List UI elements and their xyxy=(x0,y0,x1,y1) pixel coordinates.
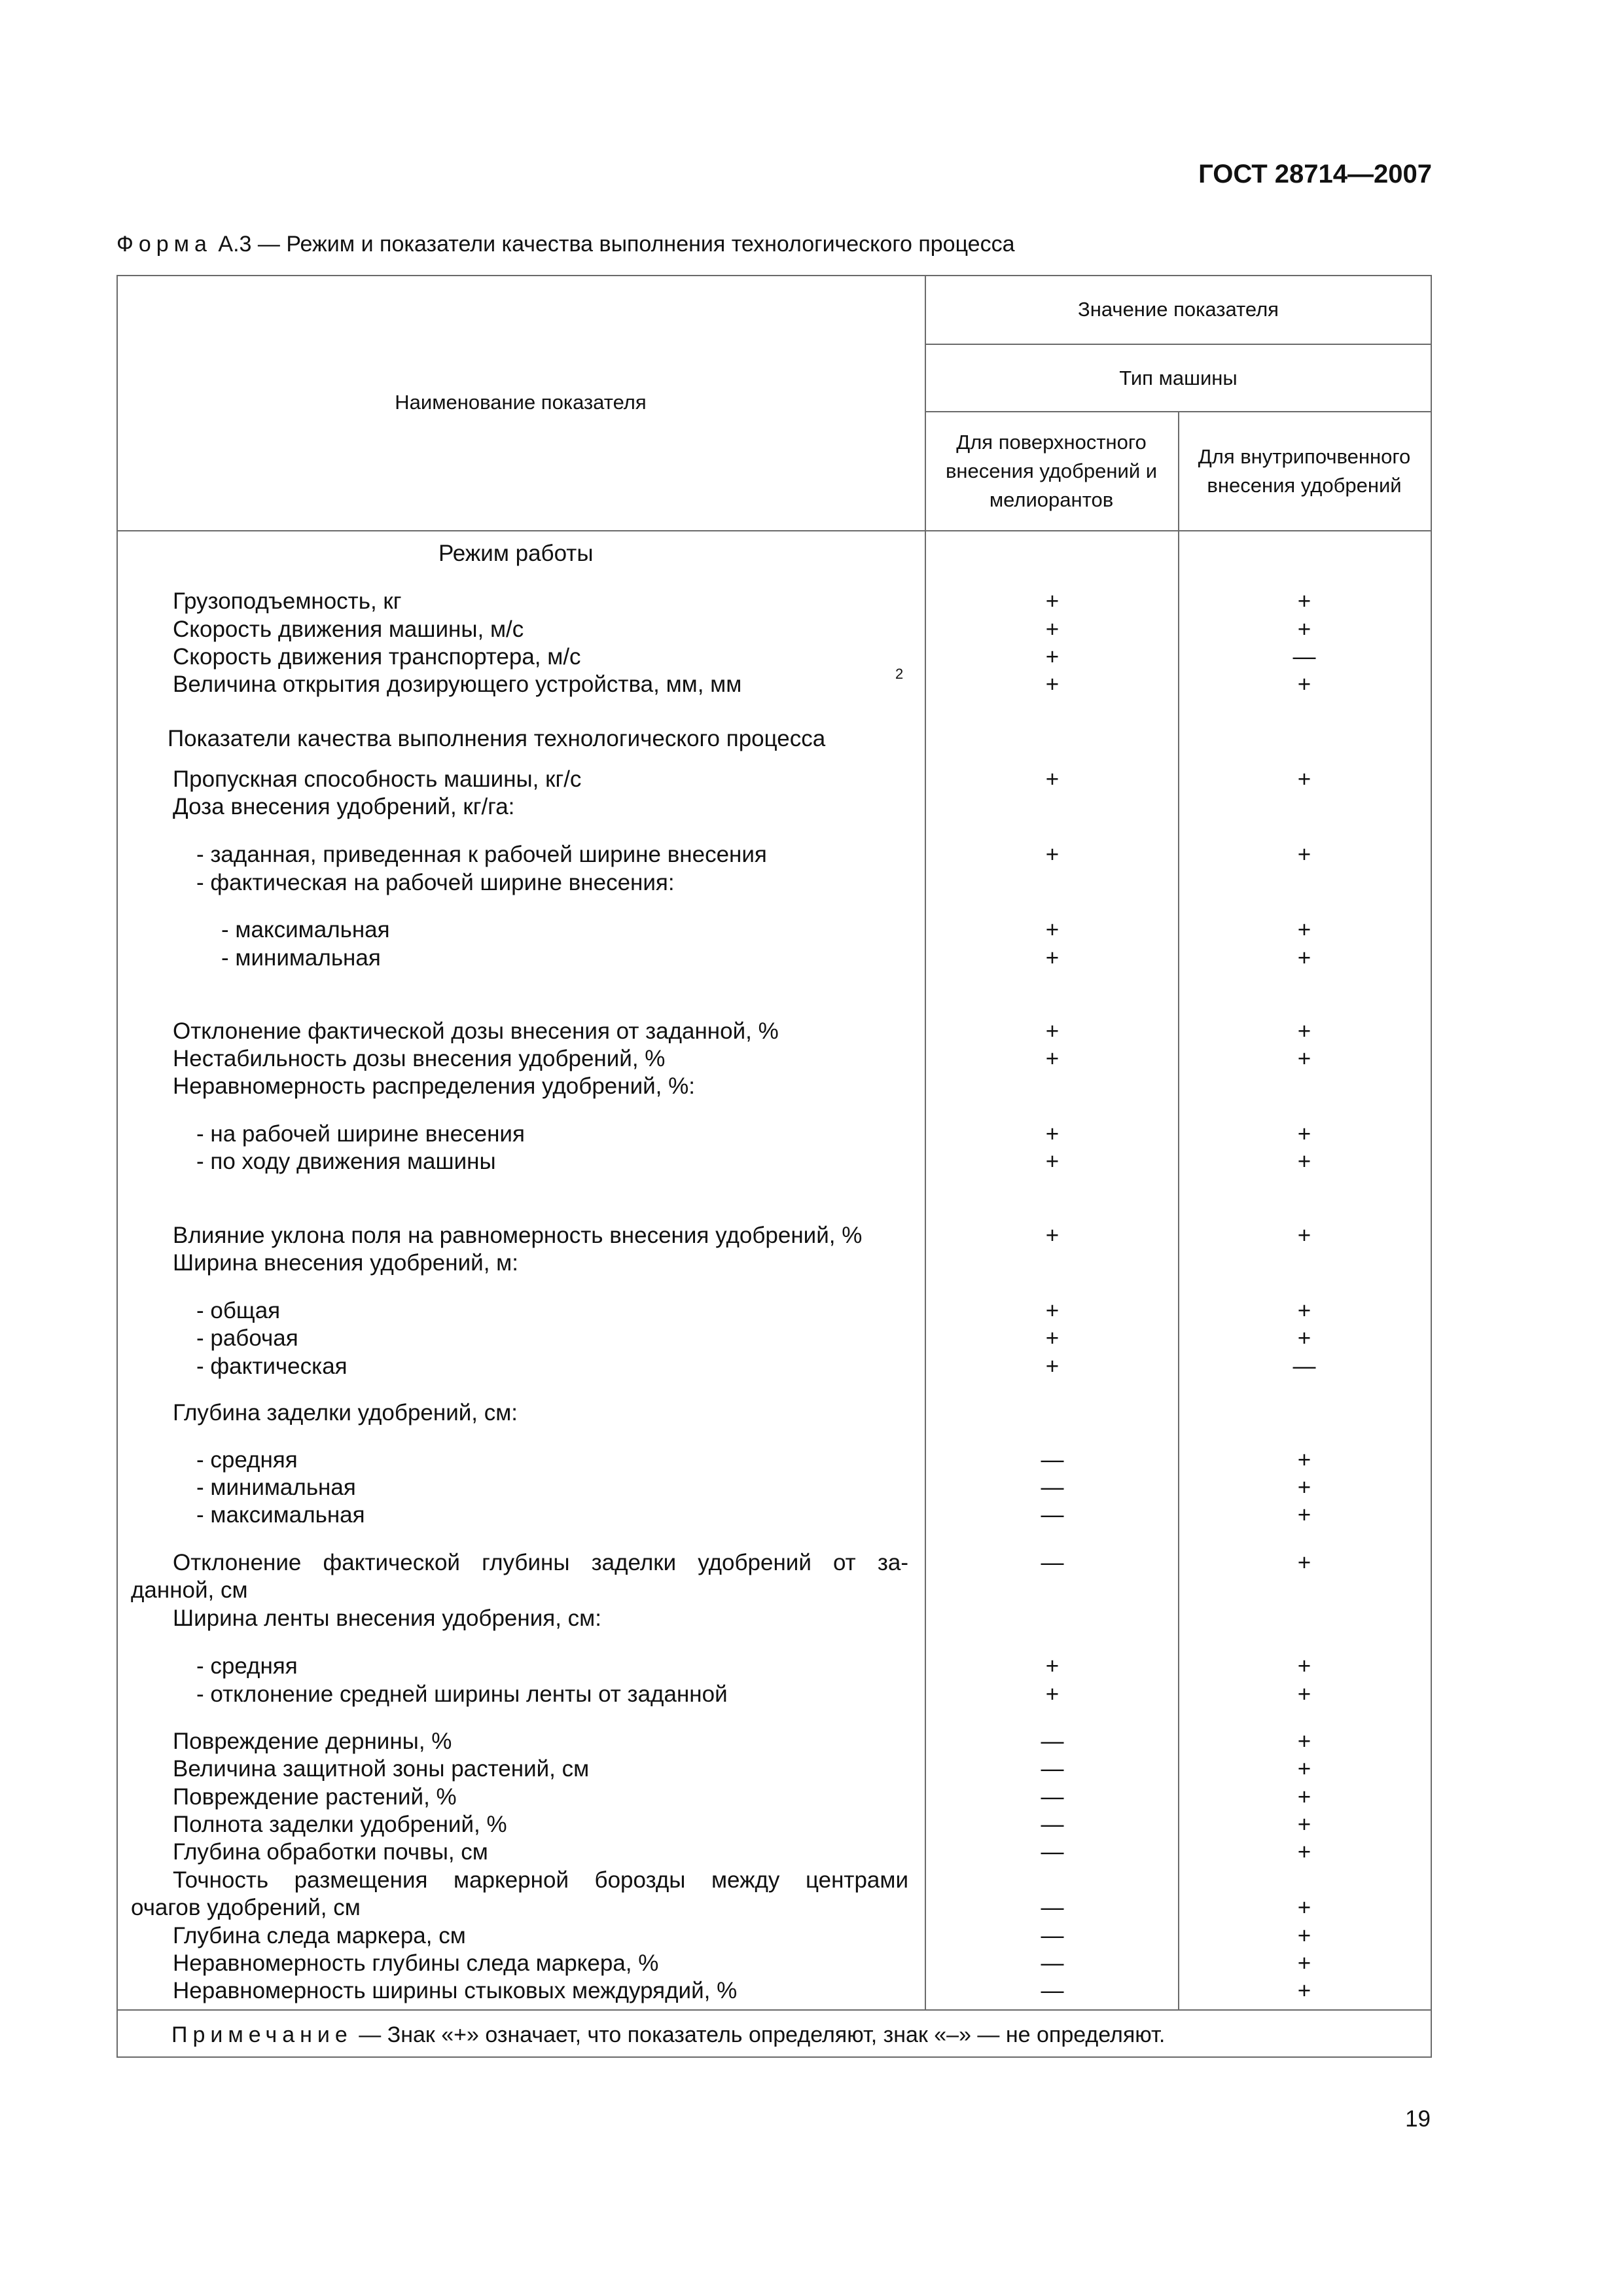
section-heading-mode: Режим работы xyxy=(438,541,594,566)
table-row-label: - средняя xyxy=(196,1447,298,1473)
table-row-label: - минимальная xyxy=(196,1475,356,1500)
table-row-label: - фактическая xyxy=(196,1354,348,1379)
surface-marker: — xyxy=(1041,1756,1064,1782)
subsoil-marker: + xyxy=(1297,917,1311,942)
note-prefix: Примечание xyxy=(171,2022,353,2047)
standard-designation: ГОСТ 28714—2007 xyxy=(1198,160,1432,188)
table-row-label: Повреждение дернины, % xyxy=(173,1729,452,1754)
table-row-label: Величина открытия дозирующего устройства, мм, мм xyxy=(173,672,742,697)
subsoil-marker: + xyxy=(1297,1950,1311,1976)
table-row-label: Скорость движения транспортера, м/с xyxy=(173,644,581,670)
subsoil-marker: + xyxy=(1297,766,1311,792)
surface-marker: + xyxy=(1045,1223,1060,1248)
surface-marker: — xyxy=(1041,1895,1064,1920)
surface-marker: — xyxy=(1041,1550,1064,1575)
surface-marker: + xyxy=(1045,1653,1060,1679)
table-row-label: Отклонение фактической дозы внесения от заданной, % xyxy=(173,1018,779,1044)
table-note xyxy=(171,2021,1165,2049)
table-row-label: Неравномерность распределения удобрений, %: xyxy=(173,1073,695,1099)
superscript: 2 xyxy=(895,666,904,682)
surface-marker: + xyxy=(1045,672,1060,697)
table-row-label: - общая xyxy=(196,1298,281,1323)
surface-marker: + xyxy=(1045,1046,1060,1071)
table-row-label-continuation: очагов удобрений, см xyxy=(131,1895,361,1920)
subsoil-marker: + xyxy=(1297,842,1311,867)
table-row-label: Неравномерность ширины стыковых междурядий, % xyxy=(173,1978,738,2003)
surface-marker: — xyxy=(1041,1812,1064,1837)
subsoil-marker: + xyxy=(1297,1149,1311,1174)
surface-marker: + xyxy=(1045,917,1060,942)
note-text: — Знак «+» означает, что показатель определяют, знак «–» — не определяют. xyxy=(352,2022,1166,2047)
table-row-label: Повреждение растений, % xyxy=(173,1784,457,1810)
subsoil-marker: + xyxy=(1297,1653,1311,1679)
header-type-group: Тип машины xyxy=(1119,366,1238,389)
table-row-label: - заданная, приведенная к рабочей ширине внесения xyxy=(196,842,767,867)
table-row-label-continuation: данной, см xyxy=(131,1577,248,1603)
header-name-column: Наименование показателя xyxy=(395,391,647,414)
surface-marker: — xyxy=(1041,1923,1064,1948)
table-row-label: Неравномерность глубины следа маркера, % xyxy=(173,1950,659,1976)
surface-marker: + xyxy=(1045,842,1060,867)
surface-marker: + xyxy=(1045,644,1060,670)
section-heading-quality: Показатели качества выполнения технологического процесса xyxy=(168,726,826,751)
subsoil-marker: + xyxy=(1297,1018,1311,1044)
table-row-label: Ширина ленты внесения удобрения, см: xyxy=(173,1605,601,1631)
surface-marker: + xyxy=(1045,1121,1060,1147)
surface-marker: + xyxy=(1045,1354,1060,1379)
subsoil-marker: + xyxy=(1297,1812,1311,1837)
table-row-label: - отклонение средней ширины ленты от заданной xyxy=(196,1681,728,1707)
surface-marker: — xyxy=(1041,1729,1064,1754)
table-row-label: - по ходу движения машины xyxy=(196,1149,496,1174)
surface-marker: — xyxy=(1041,1502,1064,1528)
subsoil-marker: + xyxy=(1297,1550,1311,1575)
surface-marker: + xyxy=(1045,588,1060,614)
subsoil-marker: + xyxy=(1297,1978,1311,2003)
table-row-label: Полнота заделки удобрений, % xyxy=(173,1812,507,1837)
subsoil-marker: + xyxy=(1297,1046,1311,1071)
table-row-label: Ширина внесения удобрений, м: xyxy=(173,1250,518,1276)
subsoil-marker: + xyxy=(1297,1895,1311,1920)
table-row-label: Скорость движения машины, м/с xyxy=(173,617,524,642)
subsoil-marker: — xyxy=(1293,1354,1316,1379)
table-row-label: Глубина следа маркера, см xyxy=(173,1923,466,1948)
surface-marker: — xyxy=(1041,1839,1064,1865)
subsoil-marker: + xyxy=(1297,1923,1311,1948)
surface-marker: + xyxy=(1045,766,1060,792)
surface-marker: — xyxy=(1041,1978,1064,2003)
table-row-label: - средняя xyxy=(196,1653,298,1679)
subsoil-marker: + xyxy=(1297,672,1311,697)
surface-marker: + xyxy=(1045,617,1060,642)
header-subsoil-column: Для внутрипочвенного внесения удобрений xyxy=(1198,445,1411,497)
table-row-label: Величина защитной зоны растений, см xyxy=(173,1756,590,1782)
table-row-label: - фактическая на рабочей ширине внесения: xyxy=(196,870,675,895)
subsoil-marker: + xyxy=(1297,588,1311,614)
surface-marker: + xyxy=(1045,1681,1060,1707)
table-row-label: Влияние уклона поля на равномерность внесения удобрений, % xyxy=(173,1223,863,1248)
caption-text: А.3 — Режим и показатели качества выполнения технологического процесса xyxy=(211,232,1015,257)
subsoil-marker: + xyxy=(1297,1729,1311,1754)
subsoil-marker: — xyxy=(1293,644,1316,670)
header-surface-column: Для поверхностного внесения удобрений и мелиорантов xyxy=(945,431,1158,511)
subsoil-marker: + xyxy=(1297,1681,1311,1707)
subsoil-marker: + xyxy=(1297,1223,1311,1248)
subsoil-marker: + xyxy=(1297,617,1311,642)
surface-marker: — xyxy=(1041,1475,1064,1500)
table-row-label: Доза внесения удобрений, кг/га: xyxy=(173,794,515,819)
subsoil-marker: + xyxy=(1297,1475,1311,1500)
table-row-label: Глубина заделки удобрений, см: xyxy=(173,1400,518,1426)
surface-marker: — xyxy=(1041,1950,1064,1976)
table-row-label: - минимальная xyxy=(221,945,381,971)
surface-marker: — xyxy=(1041,1784,1064,1810)
surface-marker: + xyxy=(1045,1149,1060,1174)
table-row-label: Нестабильность дозы внесения удобрений, % xyxy=(173,1046,666,1071)
subsoil-marker: + xyxy=(1297,1839,1311,1865)
table-row-label: - максимальная xyxy=(221,917,390,942)
subsoil-marker: + xyxy=(1297,1756,1311,1782)
subsoil-marker: + xyxy=(1297,1502,1311,1528)
header-value-group: Значение показателя xyxy=(1078,297,1279,321)
subsoil-marker: + xyxy=(1297,1447,1311,1473)
table-row-label: Грузоподъемность, кг xyxy=(173,588,402,614)
table-row-label: - рабочая xyxy=(196,1325,298,1351)
subsoil-marker: + xyxy=(1297,1784,1311,1810)
table-row-label: Пропускная способность машины, кг/с xyxy=(173,766,582,792)
table-row-label: Точность размещения маркерной борозды между центрами xyxy=(173,1867,908,1893)
surface-marker: + xyxy=(1045,1325,1060,1351)
indicator-table xyxy=(116,275,1432,2058)
subsoil-marker: + xyxy=(1297,945,1311,971)
surface-marker: + xyxy=(1045,945,1060,971)
subsoil-marker: + xyxy=(1297,1325,1311,1351)
table-row-label: - максимальная xyxy=(196,1502,365,1528)
table-row-label: Глубина обработки почвы, см xyxy=(173,1839,488,1865)
table-caption xyxy=(116,232,1015,257)
subsoil-marker: + xyxy=(1297,1121,1311,1147)
caption-prefix: Форма xyxy=(116,232,212,257)
table-row-label: - на рабочей ширине внесения xyxy=(196,1121,525,1147)
surface-marker: + xyxy=(1045,1018,1060,1044)
surface-marker: + xyxy=(1045,1298,1060,1323)
table-row-label: Отклонение фактической глубины заделки удобрений от за- xyxy=(173,1550,908,1575)
surface-marker: — xyxy=(1041,1447,1064,1473)
subsoil-marker: + xyxy=(1297,1298,1311,1323)
page-number: 19 xyxy=(1405,2106,1431,2132)
